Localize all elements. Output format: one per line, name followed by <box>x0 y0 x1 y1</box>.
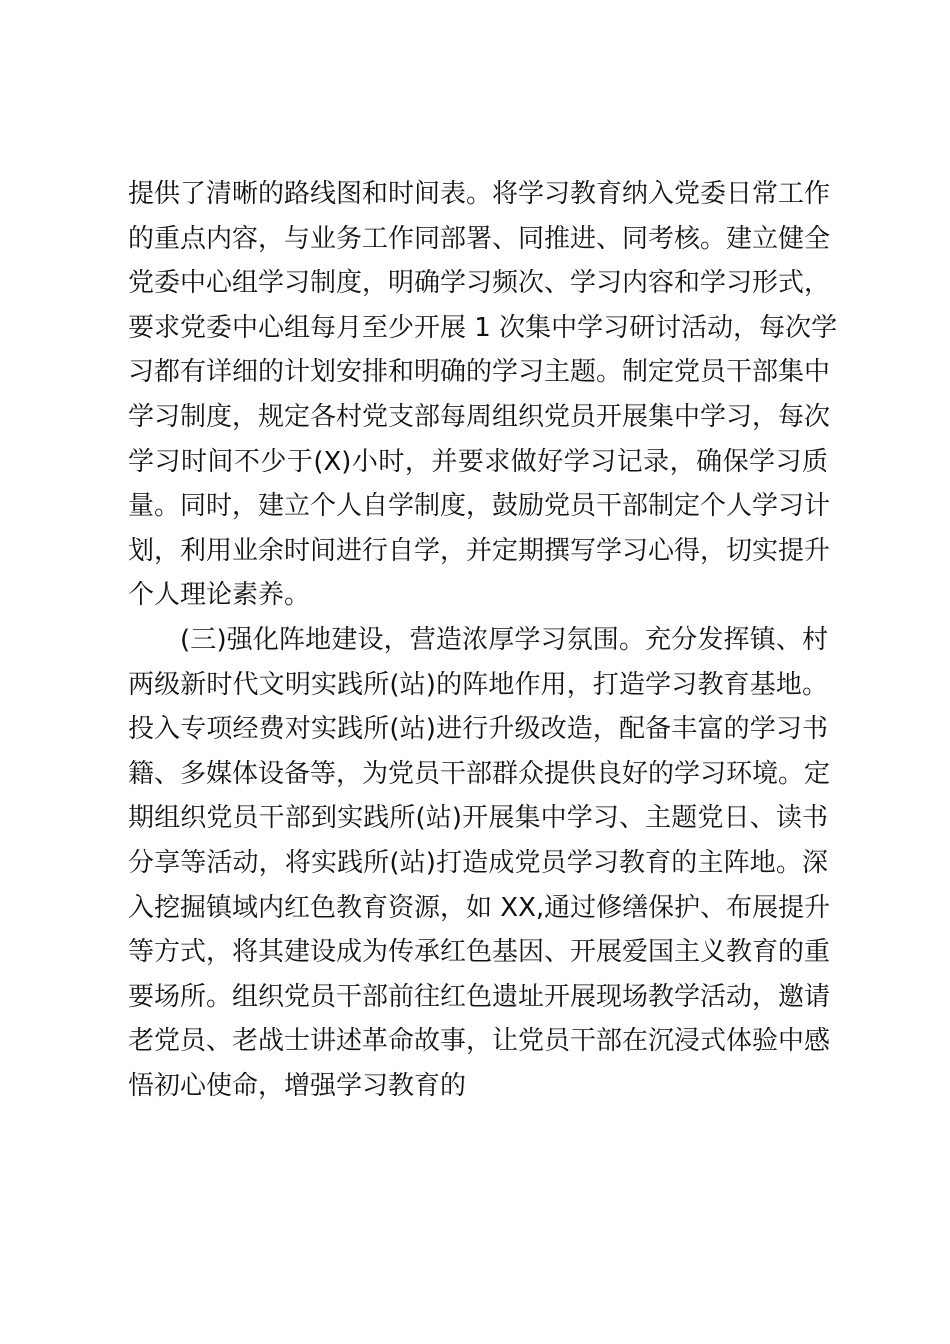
text-line: 要求党委中心组每月至少开展 1 次集中学习研讨活动，每次学 <box>128 312 838 343</box>
text-line: 分享等活动，将实践所(站)打造成党员学习教育的主阵地。深 <box>128 847 828 878</box>
text-line: 学习制度，规定各村党支部每周组织党员开展集中学习，每次 <box>128 401 831 432</box>
text-line: 习都有详细的计划安排和明确的学习主题。制定党员干部集中 <box>128 357 831 388</box>
text-line: 等方式，将其建设成为传承红色基因、开展爱国主义教育的重 <box>128 937 831 968</box>
text-line: 党委中心组学习制度，明确学习频次、学习内容和学习形式， <box>128 268 831 299</box>
text-line-paragraph-end: 个人理论素养。 <box>128 580 311 611</box>
text-line: 籍、多媒体设备等，为党员干部群众提供良好的学习环境。定 <box>128 758 831 789</box>
text-line: 要场所。组织党员干部前往红色遗址开展现场教学活动，邀请 <box>128 981 831 1012</box>
text-line: 投入专项经费对实践所(站)进行升级改造，配备丰富的学习书 <box>128 714 828 745</box>
text-line: 入挖掘镇域内红色教育资源，如 XX,通过修缮保护、布展提升 <box>128 892 831 923</box>
text-line-paragraph-end: 悟初心使命，增强学习教育的 <box>128 1070 467 1101</box>
text-line: 期组织党员干部到实践所(站)开展集中学习、主题党日、读书 <box>128 803 828 834</box>
text-line: 提供了清晰的路线图和时间表。将学习教育纳入党委日常工作 <box>128 179 831 209</box>
text-line: 划，利用业余时间进行自学，并定期撰写学习心得，切实提升 <box>128 535 831 566</box>
section-heading-line: (三)强化阵地建设，营造浓厚学习氛围。充分发挥镇、村 <box>180 624 828 655</box>
text-line: 量。同时，建立个人自学制度，鼓励党员干部制定个人学习计 <box>128 491 831 522</box>
text-line: 学习时间不少于(X)小时，并要求做好学习记录，确保学习质 <box>128 446 828 477</box>
text-line: 的重点内容，与业务工作同部署、同推进、同考核。建立健全 <box>128 223 831 254</box>
text-line: 两级新时代文明实践所(站)的阵地作用，打造学习教育基地。 <box>128 669 828 700</box>
text-line: 老党员、老战士讲述革命故事，让党员干部在沉浸式体验中感 <box>128 1026 831 1057</box>
body-text <box>128 172 838 1108</box>
